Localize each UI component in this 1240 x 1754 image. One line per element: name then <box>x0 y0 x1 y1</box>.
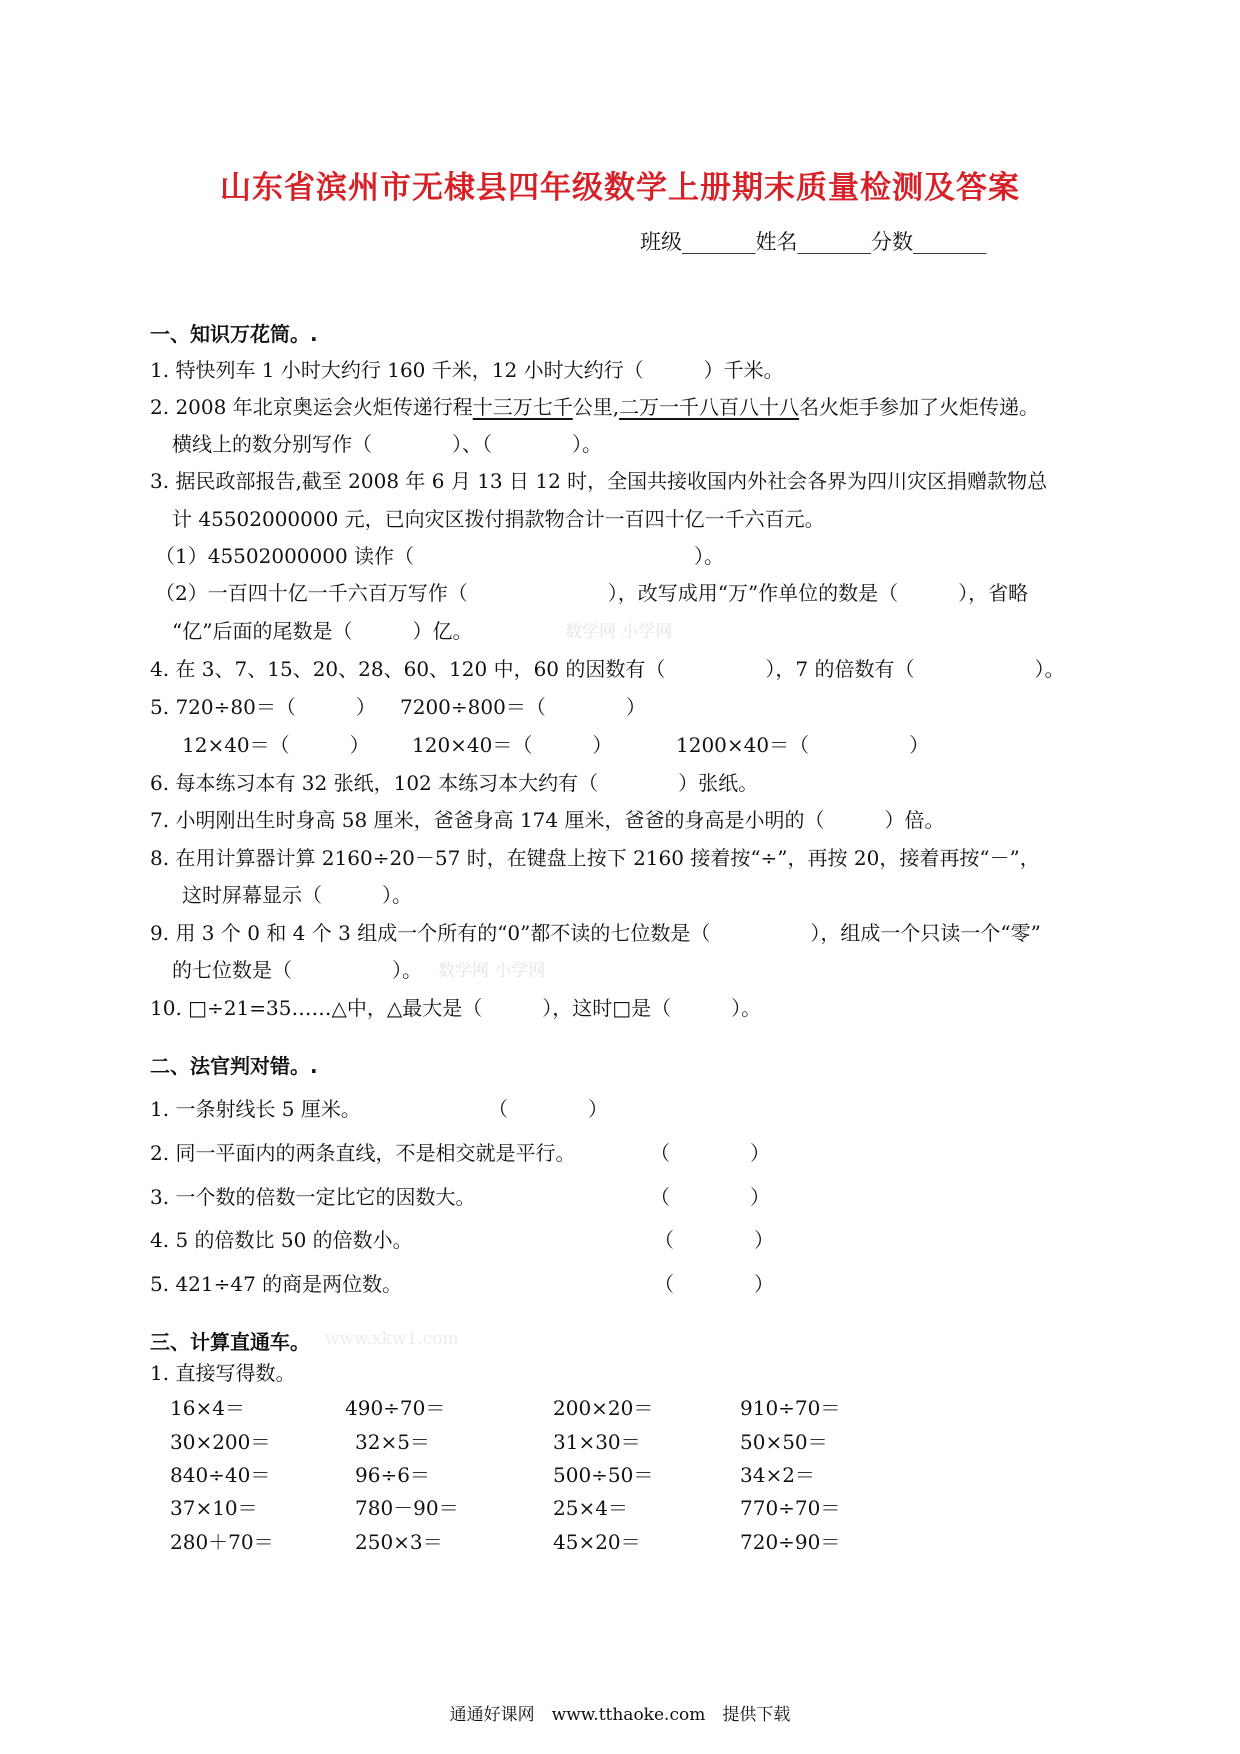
question-5a: 5. 720÷80＝（ ） <box>150 695 376 719</box>
q2-underlined-1: 十三万七千 <box>472 395 573 419</box>
section-3-heading: 三、计算直通车。 <box>150 1330 310 1354</box>
calc-r3-c1: 840÷40＝ <box>170 1463 271 1487</box>
watermark: 数学网 小学网 <box>565 622 673 642</box>
calc-r2-c2: 32×5＝ <box>355 1430 430 1454</box>
q2-pre: 2. 2008 年北京奥运会火炬传递行程 <box>150 395 473 419</box>
calc-r1-c4: 910÷70＝ <box>740 1396 841 1420</box>
question-2-line-1 <box>150 391 1039 420</box>
question-10: 10. □÷21=35……△中，△最大是（ ），这时□是（ ）。 <box>150 996 762 1020</box>
q2-mid: 公里, <box>572 395 620 419</box>
calc-r5-c3: 45×20＝ <box>553 1530 641 1554</box>
page-footer: 通通好课网 www.tthaoke.com 提供下载 <box>449 1705 791 1725</box>
calc-r3-c2: 96÷6＝ <box>355 1463 430 1487</box>
calc-r5-c1: 280＋70＝ <box>170 1530 274 1554</box>
section-2-heading: 二、法官判对错。. <box>150 1054 318 1078</box>
calc-r5-c2: 250×3＝ <box>355 1530 443 1554</box>
question-9-line-1: 9. 用 3 个 0 和 4 个 3 组成一个所有的“0”都不读的七位数是（ ），组成一个只读一个“零” <box>150 921 1041 945</box>
calc-r4-c1: 37×10＝ <box>170 1496 258 1520</box>
question-5b: 7200÷800＝（ ） <box>400 695 646 719</box>
question-1: 1. 特快列车 1 小时大约行 160 千米，12 小时大约行（ ）千米。 <box>150 358 784 382</box>
page-title: 山东省滨州市无棣县四年级数学上册期末质量检测及答案 <box>220 170 1020 206</box>
judge-item-4: 4. 5 的倍数比 50 的倍数小。 <box>150 1228 413 1252</box>
watermark: 数学网 小学网 <box>438 961 546 981</box>
question-5e: 1200×40＝（ ） <box>676 733 930 757</box>
calc-r5-c4: 720÷90＝ <box>740 1530 841 1554</box>
question-3-line-1: 3. 据民政部报告,截至 2008 年 6 月 13 日 12 时，全国共接收国内外社会各界为四川灾区捐赠款物总 <box>150 469 1048 493</box>
judge-paren-1: （ ） <box>488 1097 608 1121</box>
question-3-sub-1: （1）45502000000 读作（ ）。 <box>155 544 725 568</box>
calc-r4-c3: 25×4＝ <box>553 1496 628 1520</box>
question-3-sub-2b: “亿”后面的尾数是（ ）亿。 <box>172 619 473 643</box>
calc-r4-c4: 770÷70＝ <box>740 1496 841 1520</box>
judge-paren-4: （ ） <box>654 1228 774 1252</box>
question-5c: 12×40＝（ ） <box>182 733 370 757</box>
calc-r1-c2: 490÷70＝ <box>345 1396 446 1420</box>
question-8-line-2: 这时屏幕显示（ ）。 <box>182 883 412 907</box>
calc-r1-c3: 200×20＝ <box>553 1396 654 1420</box>
section-1-heading: 一、知识万花筒。. <box>150 322 318 346</box>
question-8-line-1: 8. 在用计算器计算 2160÷20－57 时，在键盘上按下 2160 接着按“÷”，再按 20，接着再按“－”， <box>150 846 1040 870</box>
question-5d: 120×40＝（ ） <box>412 733 613 757</box>
judge-paren-5: （ ） <box>654 1272 774 1296</box>
question-9-line-2: 的七位数是（ ）。 <box>172 958 422 982</box>
calc-r2-c1: 30×200＝ <box>170 1430 271 1454</box>
watermark: www.xkw1.com <box>325 1329 459 1349</box>
judge-item-3: 3. 一个数的倍数一定比它的因数大。 <box>150 1185 476 1209</box>
judge-paren-3: （ ） <box>650 1185 770 1209</box>
calc-r3-c3: 500÷50＝ <box>553 1463 654 1487</box>
q2-underlined-2: 二万一千八百八十八 <box>619 395 800 419</box>
calc-r1-c1: 16×4＝ <box>170 1396 245 1420</box>
calc-r4-c2: 780－90＝ <box>355 1496 459 1520</box>
judge-paren-2: （ ） <box>650 1141 770 1165</box>
calc-r3-c4: 34×2＝ <box>740 1463 815 1487</box>
calc-r2-c3: 31×30＝ <box>553 1430 641 1454</box>
question-3-sub-2: （2）一百四十亿一千六百万写作（ ），改写成用“万”作单位的数是（ ），省略 <box>155 581 1029 605</box>
section-3-sub-1: 1. 直接写得数。 <box>150 1361 296 1385</box>
question-3-line-2: 计 45502000000 元，已向灾区拨付捐款物合计一百四十亿一千六百元。 <box>172 507 825 531</box>
question-4: 4. 在 3、7、15、20、28、60、120 中，60 的因数有（ ），7 的倍数有（ ）。 <box>150 657 1065 681</box>
q2-post: 名火炬手参加了火炬传递。 <box>799 395 1040 419</box>
judge-item-2: 2. 同一平面内的两条直线，不是相交就是平行。 <box>150 1141 576 1165</box>
question-7: 7. 小明刚出生时身高 58 厘米，爸爸身高 174 厘米，爸爸的身高是小明的（ ）倍。 <box>150 808 945 832</box>
question-6: 6. 每本练习本有 32 张纸，102 本练习本大约有（ ）张纸。 <box>150 771 759 795</box>
question-2-line-2: 横线上的数分别写作（ ）、（ ）。 <box>172 432 602 456</box>
calc-r2-c4: 50×50＝ <box>740 1430 828 1454</box>
student-info-fields: 班级_______姓名_______分数_______ <box>640 230 987 254</box>
judge-item-5: 5. 421÷47 的商是两位数。 <box>150 1272 403 1296</box>
judge-item-1: 1. 一条射线长 5 厘米。 <box>150 1097 361 1121</box>
